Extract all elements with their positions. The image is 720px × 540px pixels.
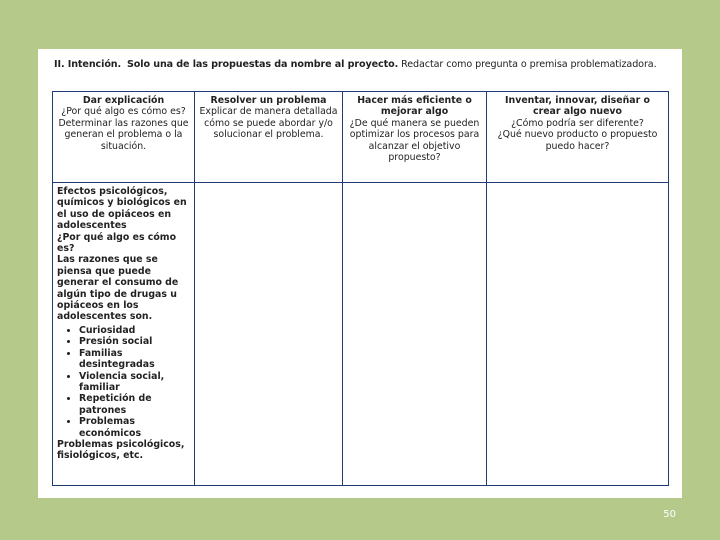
intention-table <box>52 91 669 486</box>
column-description: ¿Cómo podría ser diferente? <box>511 117 644 129</box>
answer-question: ¿Por qué algo es cómo es? <box>57 231 177 255</box>
section-heading <box>54 59 674 70</box>
document-sheet <box>38 49 682 498</box>
list-item: • Presión social <box>79 336 190 347</box>
answer-topic: Efectos psicológicos, químicos y biológicos en el uso de opiáceos en adolescentes <box>57 186 187 232</box>
empty-cell[interactable] <box>343 183 487 486</box>
empty-cell[interactable] <box>487 183 669 486</box>
list-item: • Repetición de patrones <box>79 393 190 416</box>
column-solve <box>195 92 343 183</box>
column-improve <box>343 92 487 183</box>
column-description: ¿Qué nuevo producto o propuesto puedo hacer? <box>497 129 658 152</box>
column-title: Hacer más eficiente o mejorar algo <box>357 95 472 118</box>
column-description: Determinar las razones que generan el problema o la situación. <box>58 117 189 152</box>
reasons-list <box>57 325 190 439</box>
list-item: • Curiosidad <box>79 325 190 336</box>
table-answer-row <box>53 183 669 486</box>
column-innovate <box>487 92 669 183</box>
column-title: Inventar, innovar, diseñar o crear algo nuevo <box>505 95 650 118</box>
list-item: • Familias desintegradas <box>79 348 190 371</box>
page-number: 50 <box>663 509 676 520</box>
answer-cell <box>53 183 195 486</box>
answer-closing: Problemas psicológicos, fisiológicos, etc. <box>57 438 185 462</box>
column-explain <box>53 92 195 183</box>
instruction-bold: Solo una de las propuestas da nombre al proyecto. <box>127 59 399 70</box>
table-header-row <box>53 92 669 183</box>
column-description: ¿De qué manera se pueden optimizar los procesos para alcanzar el objetivo propuesto? <box>349 117 480 164</box>
empty-cell[interactable] <box>195 183 343 486</box>
column-title: Dar explicación <box>82 95 165 106</box>
instruction-text: Redactar como pregunta o premisa problematizadora. <box>398 59 657 70</box>
column-description: Explicar de manera detallada cómo se puede abordar y/o solucionar el problema. <box>199 106 338 141</box>
list-item: • Problemas económicos <box>79 416 190 439</box>
answer-reasons-intro: Las razones que se piensa que puede generar el consumo de algún tipo de drugas u opiáceos en los adolescentes son. <box>57 254 179 323</box>
list-item: • Violencia social, familiar <box>79 371 190 394</box>
column-description: ¿Por qué algo es cómo es? <box>61 106 186 118</box>
column-title: Resolver un problema <box>210 95 327 106</box>
section-number: II. Intención. <box>54 59 122 70</box>
